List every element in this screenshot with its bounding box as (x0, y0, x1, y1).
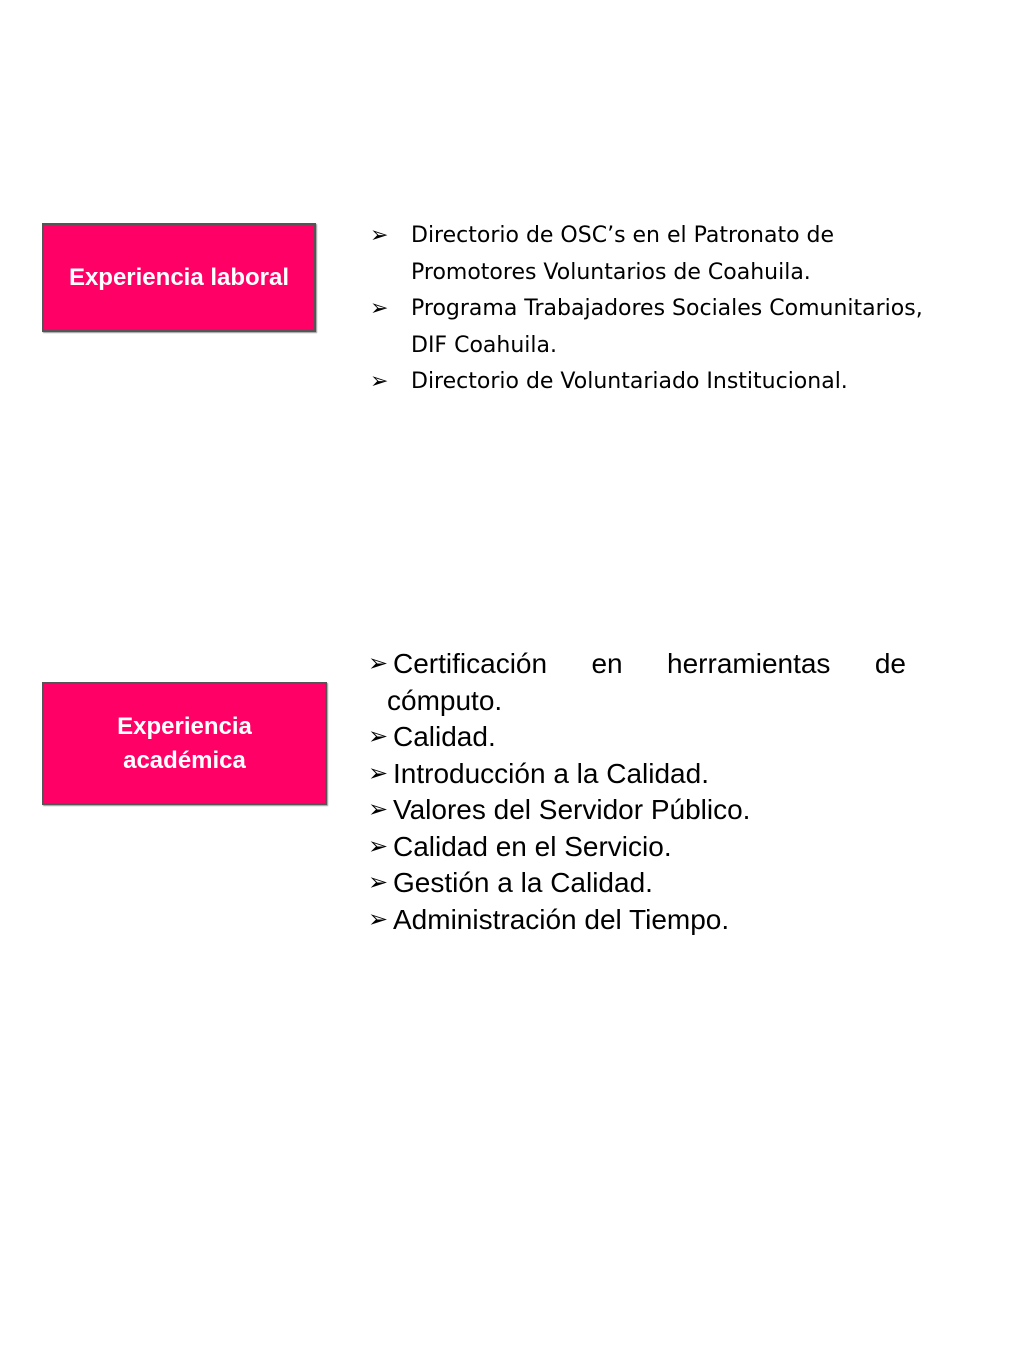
list-item-line: Calidad. (393, 721, 496, 752)
list-item (370, 291, 1000, 364)
list-item-line: Valores del Servidor Público. (393, 794, 751, 825)
experiencia-academica-label-line2: académica (123, 746, 246, 774)
list-item-line: cómputo. (387, 684, 503, 716)
arrow-bullet-icon: ➢ (370, 223, 389, 248)
experiencia-academica-list (368, 646, 906, 938)
list-item (368, 756, 906, 793)
list-item-line: Promotores Voluntarios de Coahuila. (411, 259, 811, 285)
list-item-line: Programa Trabajadores Sociales Comunitarios, (411, 296, 923, 321)
experiencia-academica-label-box (42, 682, 327, 805)
list-item (370, 364, 1000, 401)
list-item-line: DIF Coahuila. (411, 332, 557, 358)
list-item (368, 902, 906, 939)
arrow-bullet-icon: ➢ (368, 869, 389, 896)
experiencia-academica-label-line1: Experiencia (117, 712, 252, 740)
list-item (368, 792, 906, 829)
list-item (368, 719, 906, 756)
experiencia-laboral-label-box (42, 223, 316, 332)
arrow-bullet-icon: ➢ (368, 650, 389, 677)
list-item (368, 646, 906, 719)
list-item-line: Gestión a la Calidad. (393, 867, 653, 898)
list-item (368, 829, 906, 866)
list-item-line: Introducción a la Calidad. (393, 757, 709, 789)
experiencia-laboral-label: Experiencia laboral (68, 263, 290, 291)
experiencia-laboral-list (370, 218, 1000, 401)
list-item-line: Administración del Tiempo. (393, 903, 730, 935)
list-item (370, 218, 1000, 291)
arrow-bullet-icon: ➢ (368, 796, 389, 823)
arrow-bullet-icon: ➢ (368, 832, 389, 860)
list-item (368, 865, 906, 902)
list-item-line: Certificación en herramientas de (393, 648, 906, 679)
list-item-line: Directorio de Voluntariado Institucional. (411, 369, 848, 394)
arrow-bullet-icon: ➢ (370, 296, 389, 321)
arrow-bullet-icon: ➢ (368, 723, 389, 750)
list-item-line: Calidad en el Servicio. (393, 830, 672, 862)
list-item-line: Directorio de OSC’s en el Patronato de (411, 223, 835, 248)
arrow-bullet-icon: ➢ (368, 905, 389, 933)
arrow-bullet-icon: ➢ (370, 369, 389, 394)
arrow-bullet-icon: ➢ (368, 759, 389, 787)
